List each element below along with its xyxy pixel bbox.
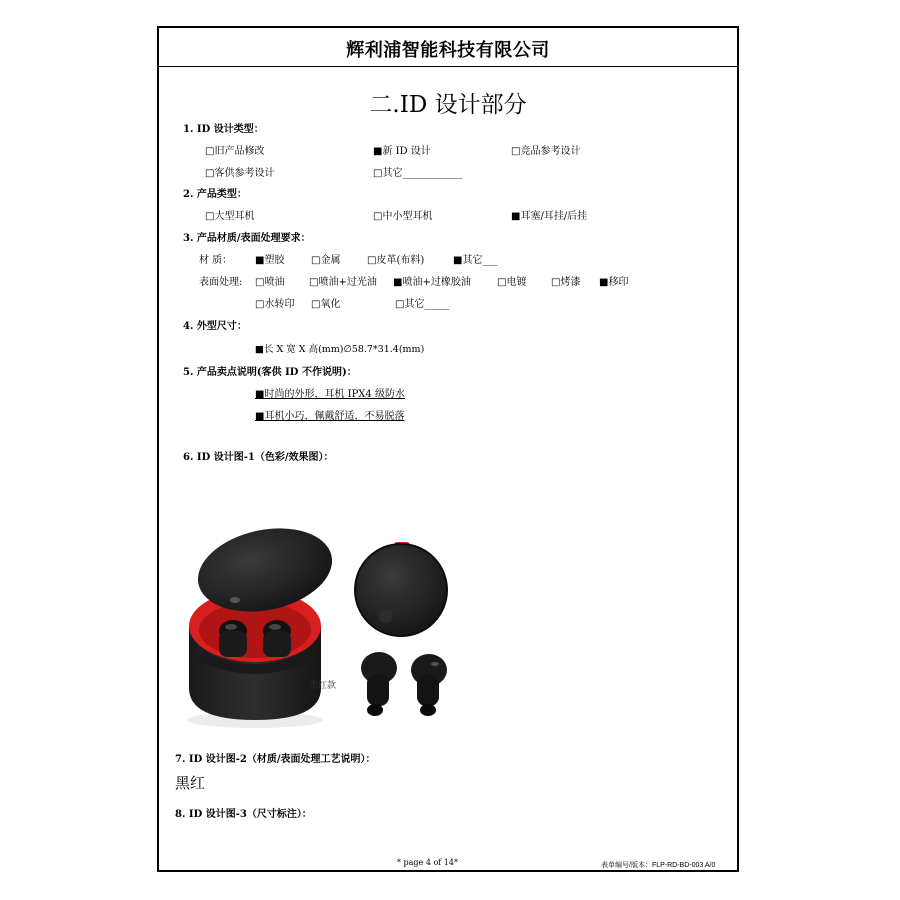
s1-opt-old-product: □旧产品修改 (205, 146, 265, 157)
s3-surf-bake: □烤漆 (551, 277, 581, 288)
form-number: 表单编号/版本：FLP-RD-BD-003 A/0 (601, 862, 716, 869)
s3-surface-label: 表面处理: (199, 277, 243, 288)
s4-dimensions: ■长 X 宽 X 高(mm)∅58.7*31.4(mm) (255, 344, 425, 355)
s1-label: 1. ID 设计类型： (183, 124, 264, 135)
loose-earbud-left (361, 652, 397, 716)
company-name: 辉利浦智能科技有限公司 (346, 40, 550, 61)
product-render (181, 506, 481, 736)
s8-label: 8. ID 设计图-3（尺寸标注）： (175, 809, 312, 820)
s3-surf-spray-gloss: □喷油+过光油 (309, 277, 377, 288)
s2-opt-earbud: ■耳塞/耳挂/后挂 (511, 211, 588, 222)
header-divider (159, 66, 737, 67)
s3-mat-metal: □金属 (311, 255, 341, 266)
s2-opt-large: □大型耳机 (205, 211, 255, 222)
page-number: * page 4 of 14* (397, 858, 458, 867)
s1-opt-other: □其它____________ (373, 168, 463, 179)
s6-caption: 黑红款 (309, 681, 337, 691)
s5-point-2: ■耳机小巧，佩戴舒适，不易脱落 (255, 411, 405, 422)
s7-value: 黑红 (175, 774, 206, 792)
page-frame (157, 26, 739, 872)
s1-opt-customer: □客供参考设计 (205, 168, 275, 179)
s7-label: 7. ID 设计图-2（材质/表面处理工艺说明）： (175, 754, 376, 765)
s3-label: 3. 产品材质/表面处理要求： (183, 233, 311, 244)
s2-label: 2. 产品类型： (183, 189, 247, 200)
case-earbud-left (219, 620, 247, 657)
s3-surf-oxidize: □氧化 (311, 299, 341, 310)
s2-opt-medium: □中小型耳机 (373, 211, 433, 222)
s3-surf-pad-print: ■移印 (599, 277, 629, 288)
s3-surf-water-transfer: □水转印 (255, 299, 295, 310)
s3-mat-plastic: ■塑胶 (255, 255, 285, 266)
s3-mat-other: ■其它___ (453, 255, 498, 266)
s1-opt-new-id: ■新 ID 设计 (373, 146, 431, 157)
s4-label: 4. 外型尺寸： (183, 321, 247, 332)
s6-label: 6. ID 设计图-1（色彩/效果图）： (183, 452, 334, 463)
s3-mat-leather: □皮革(布料) (367, 255, 425, 266)
closed-case (355, 542, 447, 636)
s1-opt-competitor: □竞品参考设计 (511, 146, 581, 157)
s3-surf-spray-rubber: ■喷油+过橡胶油 (393, 277, 471, 288)
loose-earbud-right (411, 654, 447, 716)
s3-surf-plating: □电镀 (497, 277, 527, 288)
s3-surf-spray: □喷油 (255, 277, 285, 288)
s3-surf-other: □其它_____ (395, 299, 450, 310)
s5-point-1: ■时尚的外形，耳机 IPX4 级防水 (255, 389, 405, 400)
s5-label: 5. 产品卖点说明(客供 ID 不作说明)： (183, 367, 357, 378)
section-title: 二.ID 设计部分 (369, 92, 527, 118)
s3-material-label: 材 质： (199, 255, 233, 266)
case-earbud-right (263, 620, 291, 657)
